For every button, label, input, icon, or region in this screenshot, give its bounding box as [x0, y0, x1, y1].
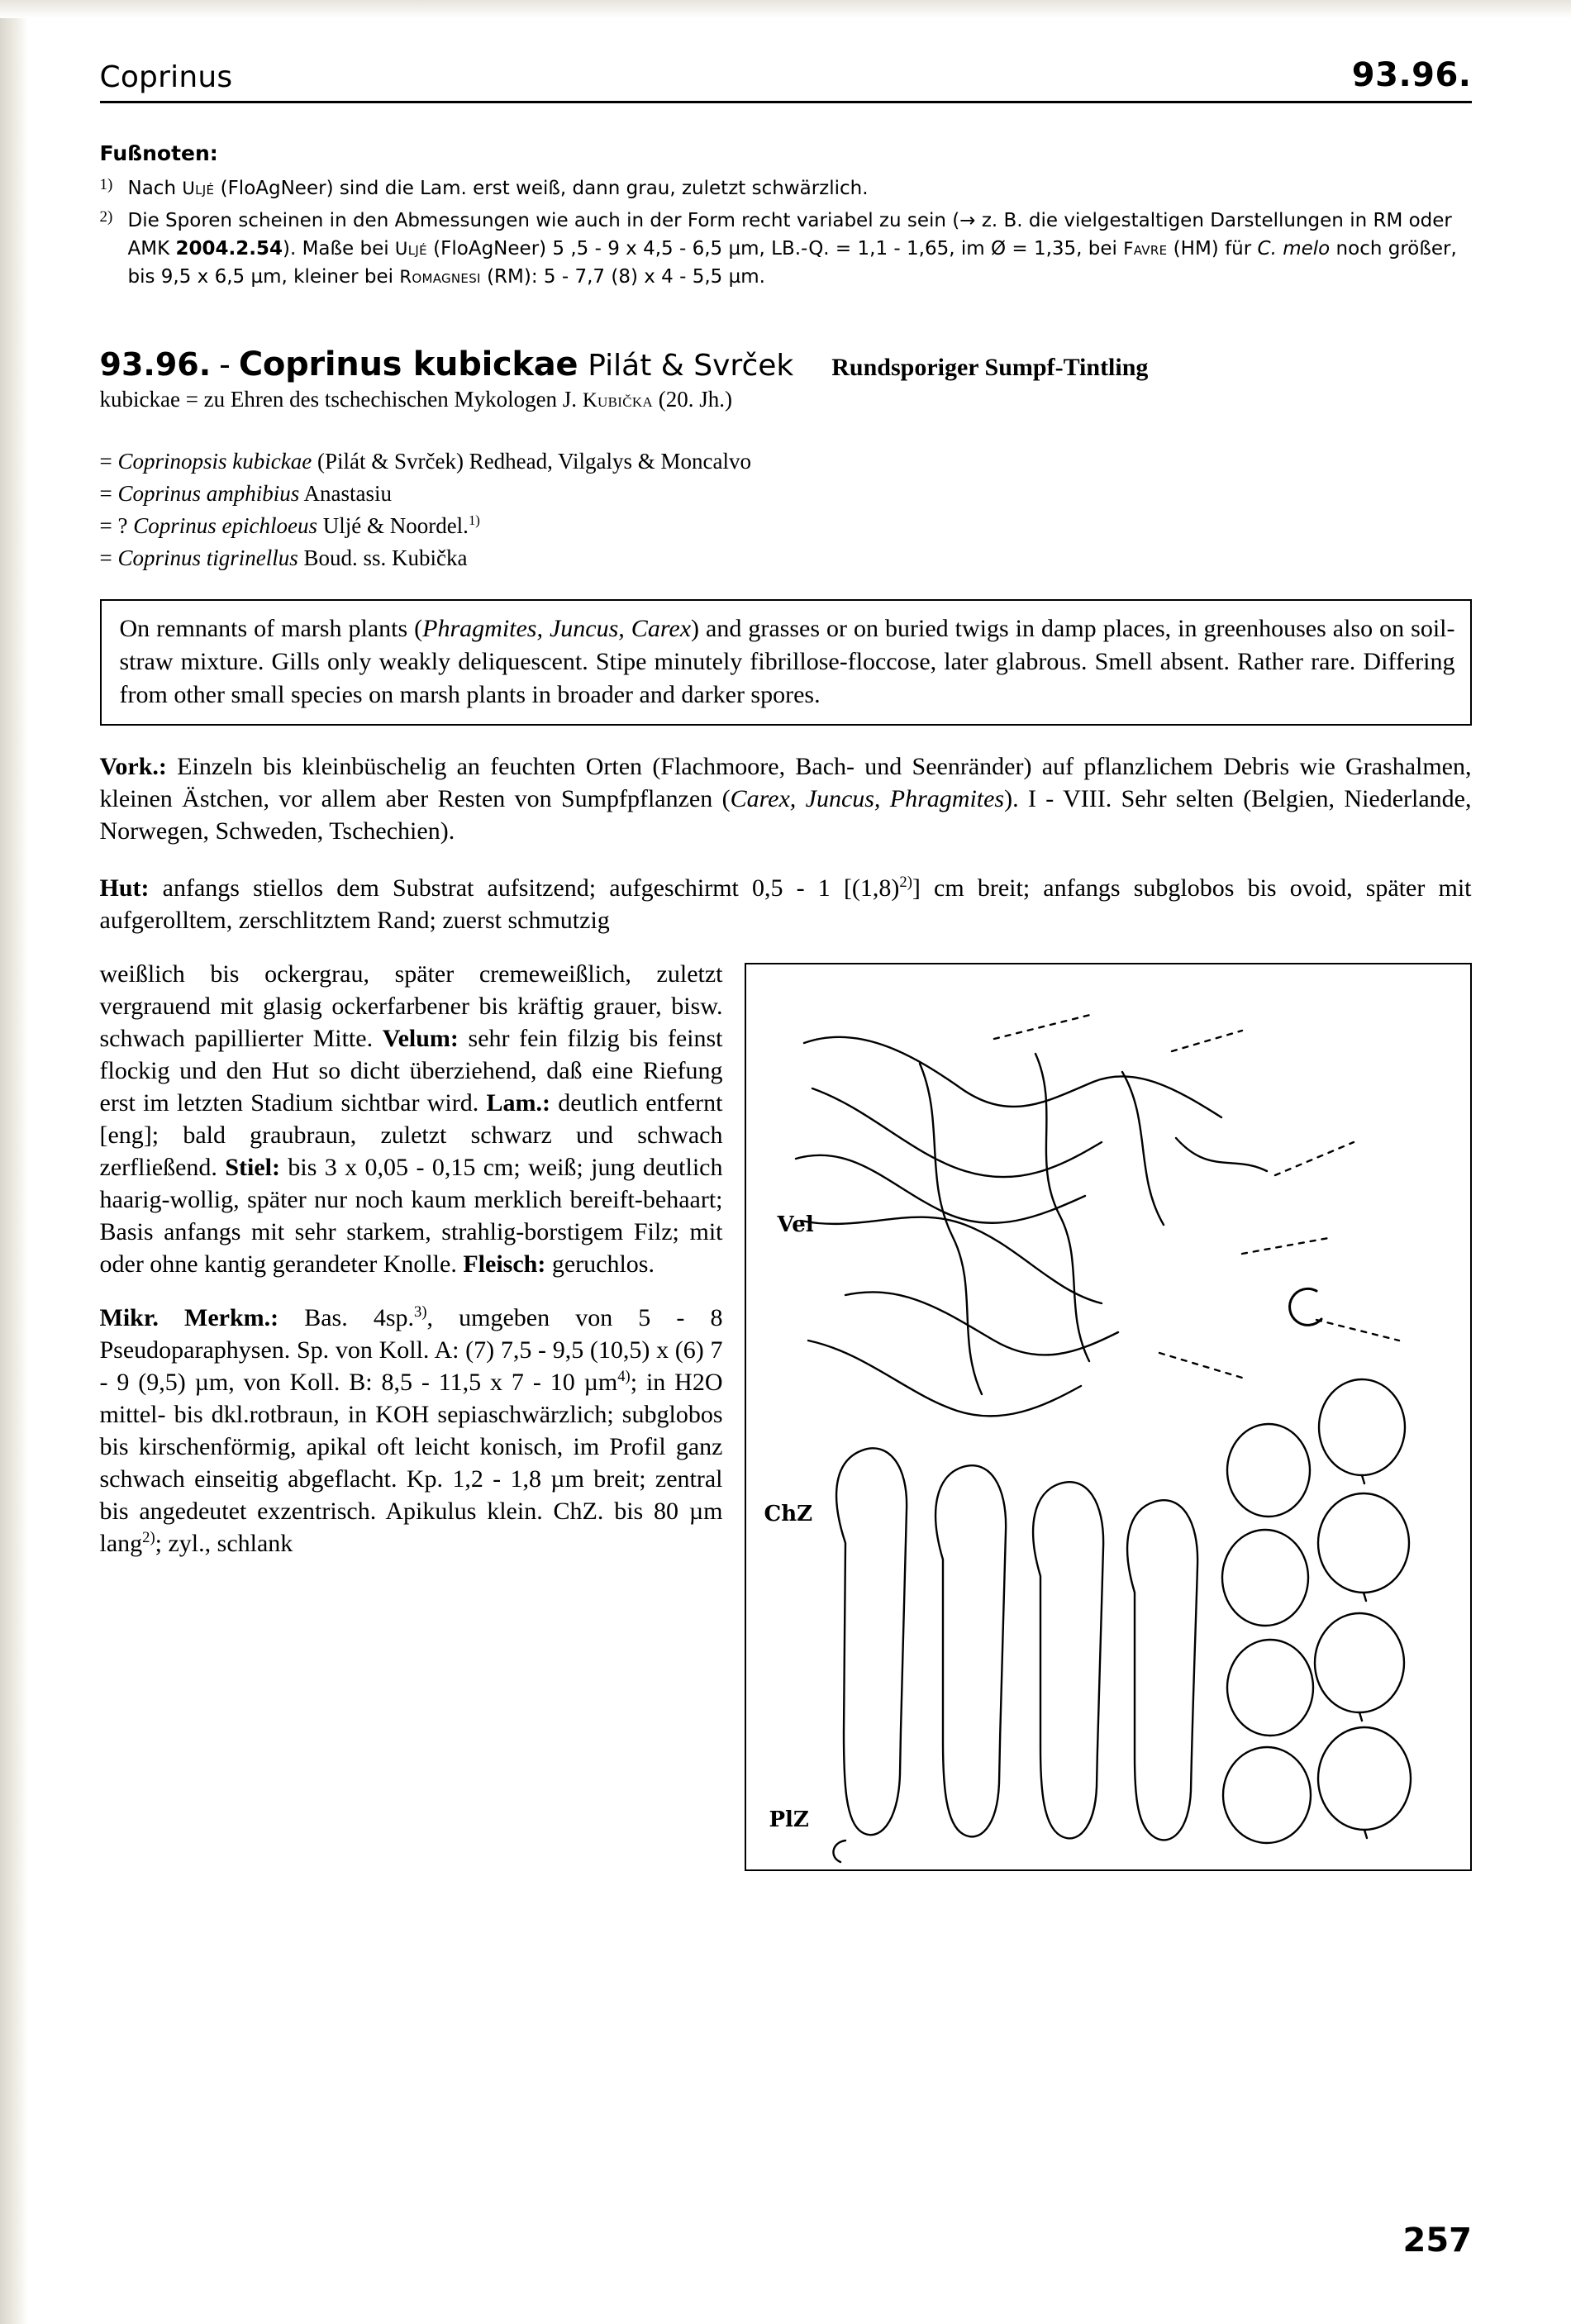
mikr-footnote-ref: 3)	[414, 1303, 427, 1322]
mikr-footnote-ref: 2)	[142, 1529, 155, 1547]
etymology-prefix: kubickae = zu Ehren des tschechischen Mykologen J.	[99, 387, 583, 412]
vork-taxa: Carex, Juncus, Phragmites	[730, 785, 1005, 813]
hut-col-part: geruchlos.	[545, 1250, 655, 1279]
mikr-part: , umgeben von 5 - 8 Pseudoparaphysen. Sp. von Koll. A: (7) 7,5 - 9,5 (10,5) x (6) 7 - 9 (9,5) µm, von Koll. B: 8,5 - 11,5 x 7 - 10 µm	[99, 1304, 723, 1397]
english-summary-part: ) and grasses or on buried twigs in damp places, in greenhouses also on soil-straw mixture. Gills only weakly deliquescent. Stipe minutely fibrillose-floccose, later glabrous. Smell absent. Rather rare. Differing from other small species on marsh plants in broader and darker spores.	[119, 614, 1455, 708]
hut-footnote-ref: 2)	[899, 874, 912, 892]
hut-label-velum: Velum:	[382, 1025, 459, 1053]
footnote-marker: 2)	[99, 207, 113, 226]
species-name: Coprinus kubickae	[238, 345, 578, 384]
synonym-item	[100, 510, 1472, 542]
footnotes-title: Fußnoten:	[99, 141, 218, 165]
english-summary-part: On remnants of marsh plants (	[119, 614, 423, 642]
running-head-folio: 93.96.	[1351, 56, 1472, 94]
hut-col-part: deutlich entfernt [eng]; bald graubraun, zuletzt schwarz und schwach zerfließend.	[99, 1089, 723, 1182]
running-head-genus: Coprinus	[99, 60, 233, 94]
microscopy-drawing-icon	[746, 964, 1472, 1869]
section-cap-intro	[100, 872, 1472, 936]
species-dash: -	[219, 346, 231, 383]
figure-wrapper	[745, 963, 1472, 1871]
synonym-list	[100, 445, 1472, 574]
mikr-part: Bas. 4sp.	[278, 1304, 415, 1332]
vork-part: Einzeln bis kleinbüschelig an feuchten Orten (Flachmoore, Bach- und Seenränder) auf pflanzlichem Debris wie Grashalmen, kleinen Ästchen, vor allem aber Resten von Sumpfpflanzen (	[99, 753, 1472, 813]
synonym-item	[100, 478, 1472, 510]
mikr-part: ; zyl., schlank	[155, 1530, 293, 1558]
page-edge-shadow	[0, 0, 28, 2324]
synonym-footnote-ref: 1)	[468, 512, 480, 528]
section-label-vork: Vork.:	[99, 753, 167, 781]
species-number: 93.96.	[99, 346, 212, 383]
hut-col-part: weißlich bis ockergrau, später cremeweißlich, zuletzt vergrauend mit glasig ockerfarbener bis kräftig grauer, bisw. schwach papillierter Mitte.	[99, 960, 723, 1053]
mikr-part: ; in H2O mittel- bis dkl.rotbraun, in KOH sepiaschwärzlich; subglobos bis kirschenförmig, apikal oft leicht konisch, im Profil ganz schwach einseitig abgeflacht. Kp. 1,2 - 1,8 µm breit; zentral bis angedeutet exzentrisch. Apikulus klein. ChZ. bis 80 µm lang	[99, 1369, 723, 1558]
figure-label-velum: Vel	[777, 1212, 814, 1238]
section-label-mikr: Mikr. Merkm.:	[99, 1304, 279, 1332]
footnote-text: Nach Uljé (FloAgNeer) sind die Lam. erst weiß, dann grau, zuletzt schwärzlich.	[127, 178, 869, 200]
synonym-eq: =	[99, 481, 112, 507]
page-number: 257	[1402, 2222, 1472, 2260]
page-content	[100, 0, 1472, 1871]
synonym-taxon: Coprinus epichloeus	[133, 513, 317, 538]
species-heading	[100, 345, 1472, 383]
footnotes-block	[100, 140, 1472, 291]
english-summary-taxa: Phragmites, Juncus, Carex	[422, 614, 692, 642]
footnote-item	[100, 174, 1472, 202]
text-figure-split	[100, 958, 1472, 1871]
etymology-author: Kubička	[582, 389, 654, 412]
synonym-rest: Boud. ss. Kubička	[298, 545, 468, 570]
synonym-item	[100, 445, 1472, 478]
species-authors: Pilát & Svrček	[588, 349, 794, 383]
section-occurrence	[100, 750, 1472, 847]
figure-label-cheilocystidia: ChZ	[764, 1502, 813, 1527]
hut-col-part: bis 3 x 0,05 - 0,15 cm; weiß; jung deutlich haarig-wollig, später nur noch kaum merklich bereift-behaart; Basis anfangs mit sehr starkem, strahlig-borstigem Filz; mit oder ohne kantig gerandeter Knolle.	[99, 1154, 723, 1279]
synonym-item	[100, 542, 1472, 574]
synonym-taxon: Coprinus tigrinellus	[117, 545, 298, 570]
hut-label-stiel: Stiel:	[225, 1154, 280, 1182]
hut-label-fleisch: Fleisch:	[463, 1250, 546, 1279]
synonym-rest: Anastasiu	[299, 481, 393, 507]
english-summary-box	[100, 599, 1472, 726]
figure-label-pleurocystidia: PlZ	[769, 1807, 809, 1833]
microscopy-figure	[745, 963, 1472, 1871]
vork-part: ). I - VIII. Sehr selten (Belgien, Niederlande, Norwegen, Schweden, Tschechien).	[99, 785, 1472, 845]
synonym-eq: =	[99, 545, 112, 570]
footnote-marker: 1)	[99, 176, 113, 194]
hut-intro-part: ] cm breit; anfangs subglobos bis ovoid, später mit aufgerolltem, zerschlitztem Rand; zuerst schmutzig	[99, 874, 1472, 935]
section-label-hut: Hut:	[99, 874, 150, 902]
etymology-suffix: (20. Jh.)	[653, 387, 733, 412]
hut-intro-part: anfangs stiellos dem Substrat aufsitzend; aufgeschirmt 0,5 - 1 [(1,8)	[149, 874, 900, 902]
hut-label-lam: Lam.:	[486, 1089, 551, 1117]
synonym-taxon: Coprinus amphibius	[117, 481, 300, 507]
synonym-rest: Uljé & Noordel.	[317, 513, 469, 538]
footnote-text: Die Sporen scheinen in den Abmessungen wie auch in der Form recht variabel zu sein (→ z. B. die vielgestaltigen Darstellungen in RM oder AMK 2004.2.54). Maße bei Uljé (FloAgNeer) 5 ,5 - 9 x 4,5 - 6,5 µm, LB.-Q. = 1,1 - 1,65, im Ø = 1,35, bei Favre (HM) für C. melo noch größer, bis 9,5 x 6,5 µm, kleiner bei Romagnesi (RM): 5 - 7,7 (8) x 4 - 5,5 µm.	[127, 209, 1457, 288]
species-german-name: Rundsporiger Sumpf-Tintling	[831, 354, 1149, 382]
mikr-footnote-ref: 4)	[617, 1368, 631, 1386]
hut-col-part: sehr fein filzig bis feinst flockig und den Hut so dicht überziehend, daß eine Riefung erst im letzten Stadium sichtbar wird.	[99, 1025, 723, 1117]
synonym-rest: (Pilát & Svrček) Redhead, Vilgalys & Moncalvo	[312, 449, 752, 474]
species-etymology	[100, 387, 1472, 412]
running-head	[100, 56, 1472, 103]
synonym-taxon: Coprinopsis kubickae	[117, 449, 312, 474]
synonym-eq: = ?	[99, 513, 128, 538]
footnote-item	[100, 207, 1472, 292]
synonym-eq: =	[99, 449, 112, 474]
